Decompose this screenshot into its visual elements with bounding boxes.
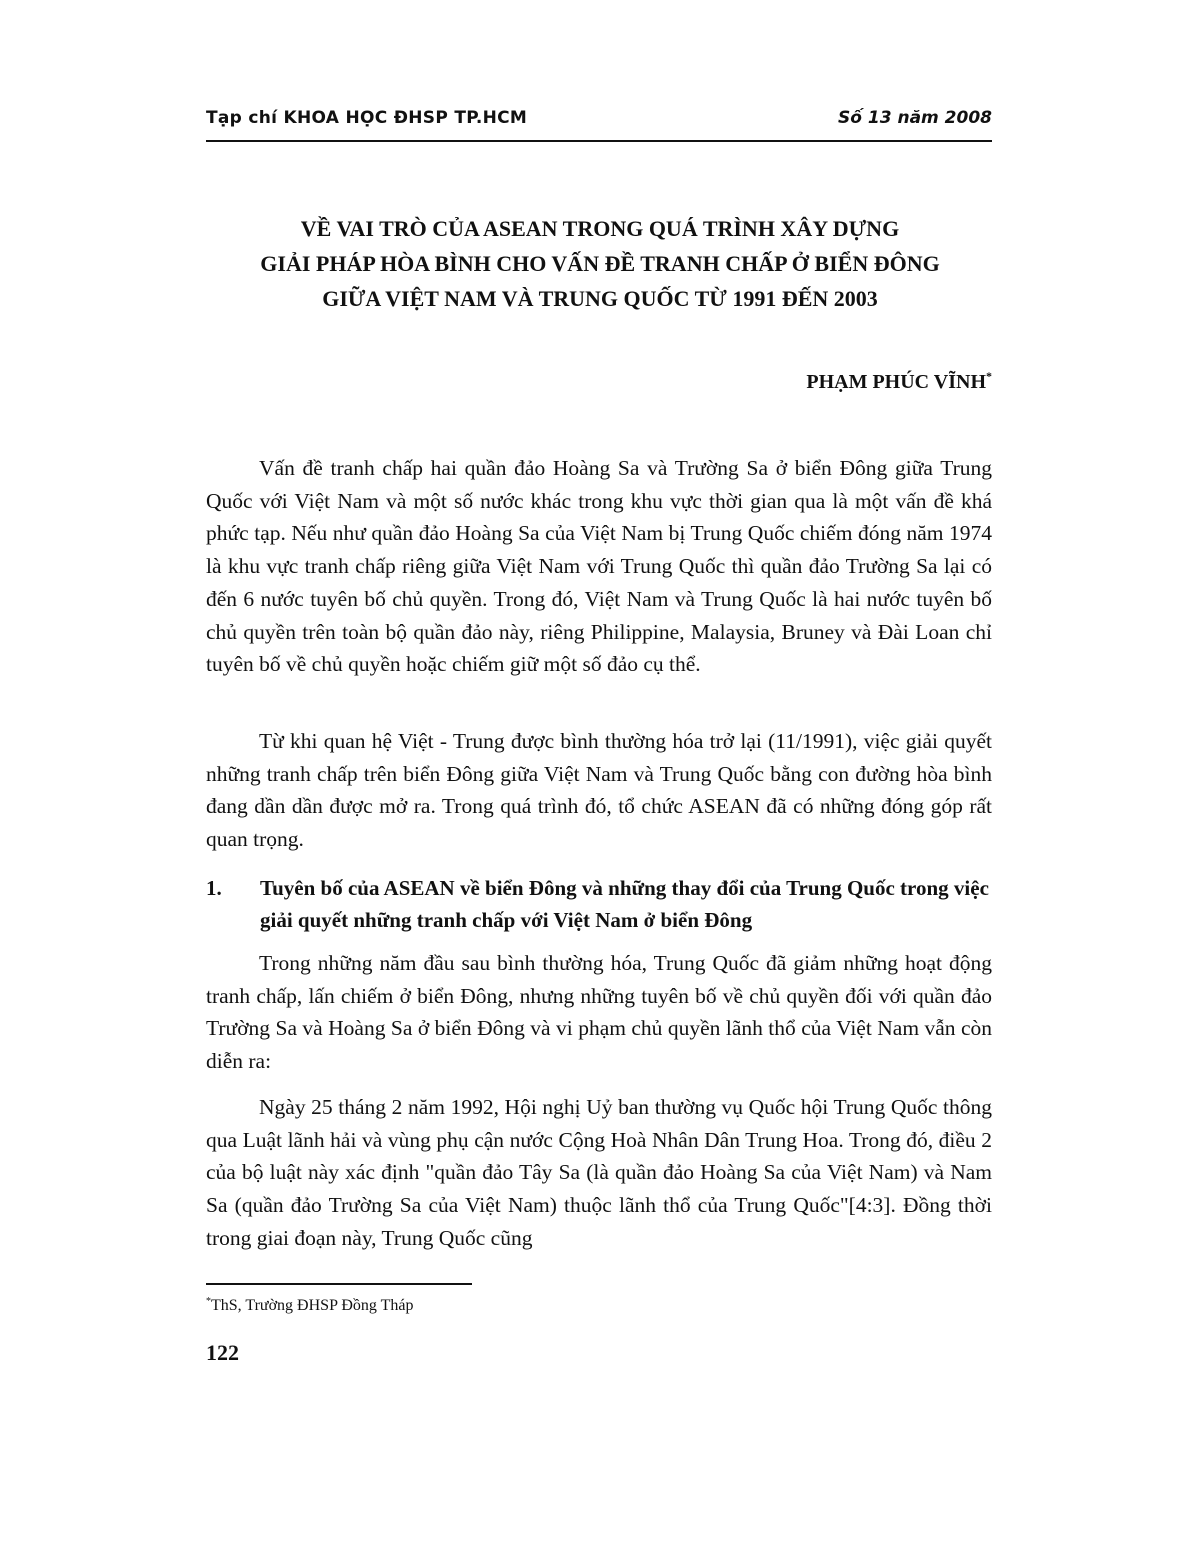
title-line: GIỮA VIỆT NAM VÀ TRUNG QUỐC TỪ 1991 ĐẾN 2003 bbox=[322, 286, 878, 311]
header-divider bbox=[206, 140, 992, 142]
footnote bbox=[206, 1296, 414, 1315]
paragraph: Vấn đề tranh chấp hai quần đảo Hoàng Sa và Trường Sa ở biển Đông giữa Trung Quốc với Việt Nam và một số nước khác trong khu vực thời gian qua là một vấn đề khá phức tạp. Nếu như quần đảo Hoàng Sa của Việt Nam bị Trung Quốc chiếm đóng năm 1974 là khu vực tranh chấp riêng giữa Việt Nam với Trung Quốc thì quần đảo Trường Sa lại có đến 6 nước tuyên bố chủ quyền. Trong đó, Việt Nam và Trung Quốc là hai nước tuyên bố chủ quyền trên toàn bộ quần đảo này, riêng Philippine, Malaysia, Bruney và Đài Loan chỉ tuyên bố về chủ quyền hoặc chiếm giữ một số đảo cụ thể. bbox=[206, 456, 992, 677]
intro-section bbox=[206, 452, 992, 691]
section-heading bbox=[206, 872, 992, 936]
article-title bbox=[180, 211, 1020, 316]
journal-name: Tạp chí KHOA HỌC ĐHSP TP.HCM bbox=[206, 108, 528, 128]
paragraph: Ngày 25 tháng 2 năm 1992, Hội nghị Uỷ ban thường vụ Quốc hội Trung Quốc thông qua Luật lãnh hải và vùng phụ cận nước Cộng Hoà Nhân Dân Trung Hoa. Trong đó, điều 2 của bộ luật này xác định "quần đảo Tây Sa (là quần đảo Hoàng Sa của Việt Nam) và Nam Sa (quần đảo Trường Sa của Việt Nam) thuộc lãnh thổ của Trung Quốc"[4:3]. Đồng thời trong giai đoạn này, Trung Quốc cũng bbox=[206, 1095, 992, 1250]
footnote-text: ThS, Trường ĐHSP Đồng Tháp bbox=[211, 1297, 414, 1314]
footnote-mark: * bbox=[206, 1296, 211, 1307]
running-header bbox=[206, 108, 992, 134]
title-line: GIẢI PHÁP HÒA BÌNH CHO VẤN ĐỀ TRANH CHẤP Ở BIỂN ĐÔNG bbox=[260, 251, 940, 276]
section-body bbox=[206, 947, 992, 1088]
author-byline bbox=[806, 369, 992, 394]
author-name: PHẠM PHÚC VĨNH bbox=[806, 371, 986, 393]
page-number: 122 bbox=[206, 1340, 239, 1365]
intro-section-continued bbox=[206, 725, 992, 866]
footnote-divider bbox=[206, 1283, 472, 1285]
section-number: 1. bbox=[206, 876, 222, 900]
author-footnote-mark: * bbox=[986, 369, 992, 383]
issue-number: Số 13 năm 2008 bbox=[838, 108, 992, 128]
paragraph: Từ khi quan hệ Việt - Trung được bình thường hóa trở lại (11/1991), việc giải quyết những tranh chấp trên biển Đông giữa Việt Nam và Trung Quốc bằng con đường hòa bình đang dần dần được mở ra. Trong quá trình đó, tổ chức ASEAN đã có những đóng góp rất quan trọng. bbox=[206, 729, 992, 852]
title-line: VỀ VAI TRÒ CỦA ASEAN TRONG QUÁ TRÌNH XÂY DỰNG bbox=[300, 216, 900, 241]
paragraph: Trong những năm đầu sau bình thường hóa, Trung Quốc đã giảm những hoạt động tranh chấp, lấn chiếm ở biển Đông, nhưng những tuyên bố về chủ quyền đối với quần đảo Trường Sa và Hoàng Sa ở biển Đông và vi phạm chủ quyền lãnh thổ của Việt Nam vẫn còn diễn ra: bbox=[206, 951, 992, 1074]
section-title: Tuyên bố của ASEAN về biển Đông và những thay đổi của Trung Quốc trong việc giải quyết những tranh chấp với Việt Nam ở biển Đông bbox=[260, 876, 989, 932]
section-body-continued bbox=[206, 1091, 992, 1265]
